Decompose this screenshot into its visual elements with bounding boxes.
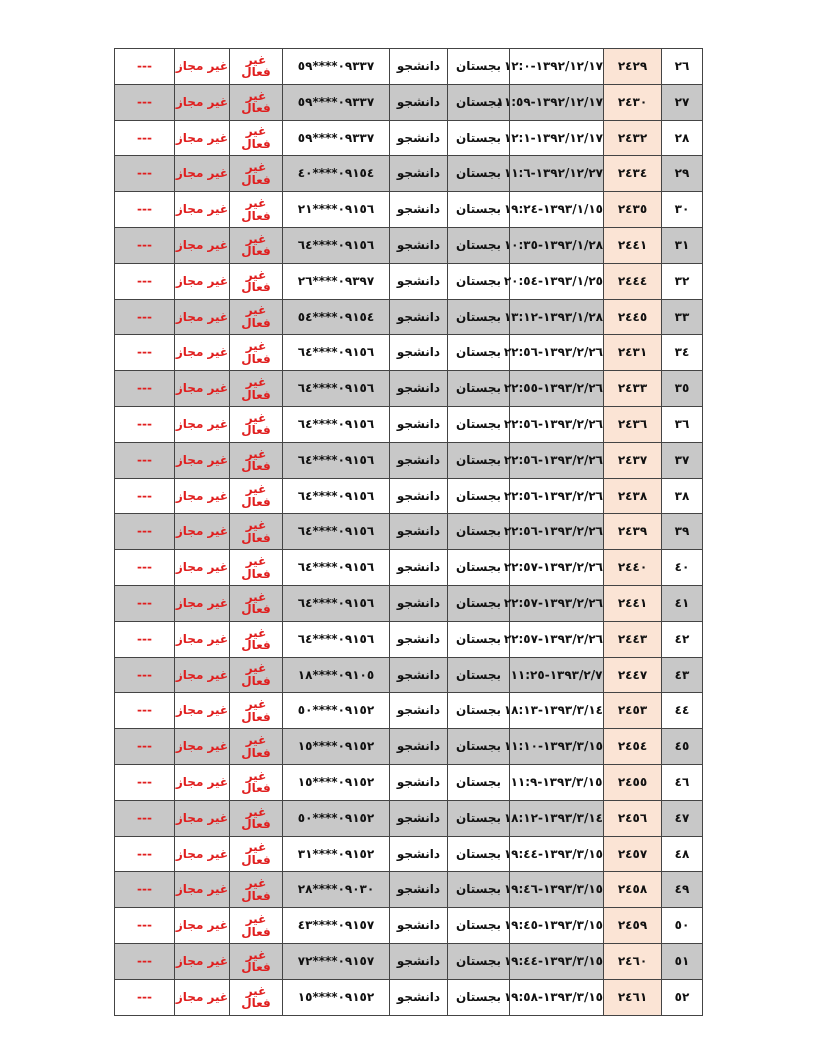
phone-cell: ٠٩١٥٢****٥٠	[283, 800, 390, 836]
phone-cell: ٠٩١٥٦****٦٤	[283, 478, 390, 514]
phone-cell: ٠٩١٥٤****٥٤	[283, 299, 390, 335]
role-cell: دانشجو	[390, 371, 448, 407]
extra-cell: ---	[115, 621, 175, 657]
role-cell: دانشجو	[390, 156, 448, 192]
record-datetime: ١٣٩٣/٢/٢٦-٢٢:٥٧	[510, 550, 604, 586]
table-row	[115, 120, 703, 156]
phone-cell: ٠٩١٠٥****١٨	[283, 657, 390, 693]
role-cell: دانشجو	[390, 406, 448, 442]
permission-cell: غیر مجاز	[175, 49, 230, 85]
record-code: ٢٤٥٣	[604, 693, 662, 729]
permission-cell: غیر مجاز	[175, 156, 230, 192]
table-row	[115, 371, 703, 407]
phone-cell: ٠٩١٥٤****٤٠	[283, 156, 390, 192]
extra-cell: ---	[115, 943, 175, 979]
row-number: ٤١	[662, 585, 703, 621]
status-cell: غیر فعال	[230, 764, 283, 800]
role-cell: دانشجو	[390, 908, 448, 944]
city-cell: بجستان	[448, 729, 510, 765]
extra-cell: ---	[115, 693, 175, 729]
extra-cell: ---	[115, 836, 175, 872]
table-row	[115, 657, 703, 693]
record-code: ٢٤٣٥	[604, 192, 662, 228]
record-code: ٢٤٣٤	[604, 156, 662, 192]
extra-cell: ---	[115, 227, 175, 263]
status-cell: غیر فعال	[230, 872, 283, 908]
record-code: ٢٤٥٦	[604, 800, 662, 836]
row-number: ٤٥	[662, 729, 703, 765]
city-cell: بجستان	[448, 621, 510, 657]
record-code: ٢٤٥٨	[604, 872, 662, 908]
row-number: ٢٩	[662, 156, 703, 192]
record-code: ٢٤٣٣	[604, 371, 662, 407]
row-number: ٥٢	[662, 979, 703, 1015]
table-row	[115, 478, 703, 514]
city-cell: بجستان	[448, 478, 510, 514]
permission-cell: غیر مجاز	[175, 84, 230, 120]
role-cell: دانشجو	[390, 621, 448, 657]
record-datetime: ١٣٩٢/١٢/١٧-١٢:٠	[510, 49, 604, 85]
extra-cell: ---	[115, 442, 175, 478]
role-cell: دانشجو	[390, 943, 448, 979]
city-cell: بجستان	[448, 836, 510, 872]
phone-cell: ٠٩٣٣٧****٥٩	[283, 120, 390, 156]
record-datetime: ١٣٩٣/١/٢٨-١٣:١٢	[510, 299, 604, 335]
record-code: ٢٤٦٠	[604, 943, 662, 979]
role-cell: دانشجو	[390, 764, 448, 800]
city-cell: بجستان	[448, 693, 510, 729]
permission-cell: غیر مجاز	[175, 478, 230, 514]
row-number: ٣٩	[662, 514, 703, 550]
phone-cell: ٠٩٣٣٧****٥٩	[283, 84, 390, 120]
extra-cell: ---	[115, 299, 175, 335]
status-cell: غیر فعال	[230, 84, 283, 120]
record-datetime: ١٣٩٢/١٢/١٧-١١:٥٩	[510, 84, 604, 120]
city-cell: بجستان	[448, 406, 510, 442]
status-cell: غیر فعال	[230, 406, 283, 442]
table-row	[115, 514, 703, 550]
record-datetime: ١٣٩٣/٣/١٥-١٩:٤٥	[510, 908, 604, 944]
table-row	[115, 979, 703, 1015]
permission-cell: غیر مجاز	[175, 872, 230, 908]
table-row	[115, 335, 703, 371]
role-cell: دانشجو	[390, 442, 448, 478]
extra-cell: ---	[115, 263, 175, 299]
role-cell: دانشجو	[390, 729, 448, 765]
permission-cell: غیر مجاز	[175, 335, 230, 371]
record-datetime: ١٣٩٣/٢/٧-١١:٢٥	[510, 657, 604, 693]
role-cell: دانشجو	[390, 657, 448, 693]
record-code: ٢٤٤٣	[604, 621, 662, 657]
table-row	[115, 227, 703, 263]
permission-cell: غیر مجاز	[175, 550, 230, 586]
row-number: ٣٦	[662, 406, 703, 442]
phone-cell: ٠٩٣٩٧****٢٦	[283, 263, 390, 299]
phone-cell: ٠٩١٥٦****٦٤	[283, 406, 390, 442]
phone-cell: ٠٩١٥٦****٦٤	[283, 585, 390, 621]
table-row	[115, 908, 703, 944]
permission-cell: غیر مجاز	[175, 908, 230, 944]
permission-cell: غیر مجاز	[175, 800, 230, 836]
extra-cell: ---	[115, 585, 175, 621]
record-code: ٢٤٤٥	[604, 299, 662, 335]
role-cell: دانشجو	[390, 478, 448, 514]
role-cell: دانشجو	[390, 550, 448, 586]
status-cell: غیر فعال	[230, 156, 283, 192]
row-number: ٤٦	[662, 764, 703, 800]
record-datetime: ١٣٩٣/٣/١٥-١٩:٤٤	[510, 943, 604, 979]
table-row	[115, 621, 703, 657]
extra-cell: ---	[115, 657, 175, 693]
row-number: ٢٦	[662, 49, 703, 85]
record-code: ٢٤٣٧	[604, 442, 662, 478]
record-datetime: ١٣٩٣/١/٢٥-٢٠:٥٤	[510, 263, 604, 299]
permission-cell: غیر مجاز	[175, 729, 230, 765]
status-cell: غیر فعال	[230, 227, 283, 263]
row-number: ٤٩	[662, 872, 703, 908]
phone-cell: ٠٩١٥٦****٢١	[283, 192, 390, 228]
phone-cell: ٠٩١٥٦****٦٤	[283, 514, 390, 550]
table-row	[115, 585, 703, 621]
record-code: ٢٤٣٩	[604, 514, 662, 550]
record-code: ٢٤٤٧	[604, 657, 662, 693]
role-cell: دانشجو	[390, 120, 448, 156]
status-cell: غیر فعال	[230, 800, 283, 836]
row-number: ٣٤	[662, 335, 703, 371]
record-datetime: ١٣٩٣/٢/٢٦-٢٢:٥٧	[510, 585, 604, 621]
record-datetime: ١٣٩٣/٣/١٥-١١:١٠	[510, 729, 604, 765]
phone-cell: ٠٩٠٣٠****٢٨	[283, 872, 390, 908]
table-row	[115, 800, 703, 836]
record-code: ٢٤٣٨	[604, 478, 662, 514]
city-cell: بجستان	[448, 943, 510, 979]
permission-cell: غیر مجاز	[175, 514, 230, 550]
city-cell: بجستان	[448, 120, 510, 156]
city-cell: بجستان	[448, 227, 510, 263]
role-cell: دانشجو	[390, 979, 448, 1015]
row-number: ٤٢	[662, 621, 703, 657]
record-datetime: ١٣٩٣/٣/١٤-١٨:١٣	[510, 693, 604, 729]
table-row	[115, 872, 703, 908]
row-number: ٣٥	[662, 371, 703, 407]
row-number: ٣٠	[662, 192, 703, 228]
extra-cell: ---	[115, 800, 175, 836]
status-cell: غیر فعال	[230, 693, 283, 729]
role-cell: دانشجو	[390, 227, 448, 263]
record-datetime: ١٣٩٢/١٢/١٧-١٢:١	[510, 120, 604, 156]
status-cell: غیر فعال	[230, 263, 283, 299]
extra-cell: ---	[115, 478, 175, 514]
status-cell: غیر فعال	[230, 657, 283, 693]
phone-cell: ٠٩١٥٦****٦٤	[283, 550, 390, 586]
phone-cell: ٠٩٣٣٧****٥٩	[283, 49, 390, 85]
extra-cell: ---	[115, 120, 175, 156]
permission-cell: غیر مجاز	[175, 764, 230, 800]
table-row	[115, 192, 703, 228]
row-number: ٤٠	[662, 550, 703, 586]
table-row	[115, 729, 703, 765]
records-table	[114, 48, 703, 1016]
extra-cell: ---	[115, 872, 175, 908]
record-datetime: ١٣٩٣/٣/١٥-١٩:٤٦	[510, 872, 604, 908]
status-cell: غیر فعال	[230, 836, 283, 872]
record-code: ٢٤٤١	[604, 227, 662, 263]
table-row	[115, 49, 703, 85]
table-row	[115, 693, 703, 729]
record-datetime: ١٣٩٣/٢/٢٦-٢٢:٥٦	[510, 442, 604, 478]
phone-cell: ٠٩١٥٢****١٥	[283, 764, 390, 800]
table-row	[115, 943, 703, 979]
phone-cell: ٠٩١٥٢****٣١	[283, 836, 390, 872]
permission-cell: غیر مجاز	[175, 943, 230, 979]
role-cell: دانشجو	[390, 585, 448, 621]
row-number: ٥١	[662, 943, 703, 979]
record-code: ٢٤٢٩	[604, 49, 662, 85]
table-row	[115, 84, 703, 120]
role-cell: دانشجو	[390, 299, 448, 335]
table-row	[115, 156, 703, 192]
permission-cell: غیر مجاز	[175, 442, 230, 478]
role-cell: دانشجو	[390, 800, 448, 836]
city-cell: بجستان	[448, 979, 510, 1015]
extra-cell: ---	[115, 406, 175, 442]
extra-cell: ---	[115, 192, 175, 228]
record-datetime: ١٣٩٣/٣/١٥-١٩:٤٤	[510, 836, 604, 872]
city-cell: بجستان	[448, 908, 510, 944]
status-cell: غیر فعال	[230, 442, 283, 478]
city-cell: بجستان	[448, 550, 510, 586]
extra-cell: ---	[115, 371, 175, 407]
status-cell: غیر فعال	[230, 335, 283, 371]
record-datetime: ١٣٩٣/١/٢٨-١٠:٣٥	[510, 227, 604, 263]
table-row	[115, 550, 703, 586]
phone-cell: ٠٩١٥٢****١٥	[283, 979, 390, 1015]
record-code: ٢٤٦١	[604, 979, 662, 1015]
permission-cell: غیر مجاز	[175, 585, 230, 621]
row-number: ٢٨	[662, 120, 703, 156]
city-cell: بجستان	[448, 514, 510, 550]
city-cell: بجستان	[448, 192, 510, 228]
table-row	[115, 406, 703, 442]
record-datetime: ١٣٩٣/٢/٢٦-٢٢:٥٦	[510, 335, 604, 371]
role-cell: دانشجو	[390, 192, 448, 228]
record-code: ٢٤٥٩	[604, 908, 662, 944]
table-row	[115, 442, 703, 478]
row-number: ٤٧	[662, 800, 703, 836]
status-cell: غیر فعال	[230, 120, 283, 156]
row-number: ٢٧	[662, 84, 703, 120]
city-cell: بجستان	[448, 371, 510, 407]
extra-cell: ---	[115, 156, 175, 192]
extra-cell: ---	[115, 335, 175, 371]
status-cell: غیر فعال	[230, 299, 283, 335]
extra-cell: ---	[115, 729, 175, 765]
record-code: ٢٤٣١	[604, 335, 662, 371]
permission-cell: غیر مجاز	[175, 657, 230, 693]
row-number: ٣٨	[662, 478, 703, 514]
record-datetime: ١٣٩٣/٢/٢٦-٢٢:٥٧	[510, 621, 604, 657]
row-number: ٤٣	[662, 657, 703, 693]
status-cell: غیر فعال	[230, 943, 283, 979]
role-cell: دانشجو	[390, 263, 448, 299]
status-cell: غیر فعال	[230, 371, 283, 407]
phone-cell: ٠٩١٥٦****٦٤	[283, 621, 390, 657]
permission-cell: غیر مجاز	[175, 836, 230, 872]
status-cell: غیر فعال	[230, 621, 283, 657]
status-cell: غیر فعال	[230, 979, 283, 1015]
record-datetime: ١٣٩٣/٣/١٥-١١:٩	[510, 764, 604, 800]
extra-cell: ---	[115, 49, 175, 85]
city-cell: بجستان	[448, 263, 510, 299]
phone-cell: ٠٩١٥٦****٦٤	[283, 335, 390, 371]
permission-cell: غیر مجاز	[175, 227, 230, 263]
extra-cell: ---	[115, 550, 175, 586]
permission-cell: غیر مجاز	[175, 299, 230, 335]
record-code: ٢٤٥٤	[604, 729, 662, 765]
city-cell: بجستان	[448, 585, 510, 621]
extra-cell: ---	[115, 514, 175, 550]
phone-cell: ٠٩١٥٦****٦٤	[283, 227, 390, 263]
permission-cell: غیر مجاز	[175, 979, 230, 1015]
role-cell: دانشجو	[390, 514, 448, 550]
record-datetime: ١٣٩٣/٢/٢٦-٢٢:٥٦	[510, 406, 604, 442]
record-code: ٢٤٤١	[604, 585, 662, 621]
row-number: ٥٠	[662, 908, 703, 944]
role-cell: دانشجو	[390, 836, 448, 872]
extra-cell: ---	[115, 908, 175, 944]
role-cell: دانشجو	[390, 872, 448, 908]
city-cell: بجستان	[448, 156, 510, 192]
role-cell: دانشجو	[390, 693, 448, 729]
status-cell: غیر فعال	[230, 49, 283, 85]
phone-cell: ٠٩١٥٦****٦٤	[283, 442, 390, 478]
city-cell: بجستان	[448, 299, 510, 335]
row-number: ٣٣	[662, 299, 703, 335]
role-cell: دانشجو	[390, 84, 448, 120]
status-cell: غیر فعال	[230, 550, 283, 586]
extra-cell: ---	[115, 84, 175, 120]
row-number: ٣١	[662, 227, 703, 263]
permission-cell: غیر مجاز	[175, 693, 230, 729]
record-datetime: ١٣٩٣/٢/٢٦-٢٢:٥٦	[510, 514, 604, 550]
city-cell: بجستان	[448, 764, 510, 800]
record-code: ٢٤٥٧	[604, 836, 662, 872]
phone-cell: ٠٩١٥٧****٤٣	[283, 908, 390, 944]
record-code: ٢٤٣٠	[604, 84, 662, 120]
table-row	[115, 764, 703, 800]
record-datetime: ١٣٩٢/١٢/٢٧-١١:٦	[510, 156, 604, 192]
table-row	[115, 836, 703, 872]
city-cell: بجستان	[448, 872, 510, 908]
record-code: ٢٤٤٠	[604, 550, 662, 586]
record-datetime: ١٣٩٣/٢/٢٦-٢٢:٥٥	[510, 371, 604, 407]
record-code: ٢٤٣٦	[604, 406, 662, 442]
city-cell: بجستان	[448, 442, 510, 478]
extra-cell: ---	[115, 764, 175, 800]
status-cell: غیر فعال	[230, 585, 283, 621]
status-cell: غیر فعال	[230, 908, 283, 944]
permission-cell: غیر مجاز	[175, 621, 230, 657]
phone-cell: ٠٩١٥٧****٧٢	[283, 943, 390, 979]
row-number: ٣٧	[662, 442, 703, 478]
status-cell: غیر فعال	[230, 514, 283, 550]
row-number: ٤٤	[662, 693, 703, 729]
record-datetime: ١٣٩٣/٣/١٤-١٨:١٢	[510, 800, 604, 836]
phone-cell: ٠٩١٥٦****٦٤	[283, 371, 390, 407]
record-datetime: ١٣٩٣/١/١٥-١٩:٢٤	[510, 192, 604, 228]
row-number: ٤٨	[662, 836, 703, 872]
city-cell: بجستان	[448, 84, 510, 120]
phone-cell: ٠٩١٥٢****٥٠	[283, 693, 390, 729]
permission-cell: غیر مجاز	[175, 192, 230, 228]
record-code: ٢٤٥٥	[604, 764, 662, 800]
record-datetime: ١٣٩٣/٣/١٥-١٩:٥٨	[510, 979, 604, 1015]
row-number: ٣٢	[662, 263, 703, 299]
table-row	[115, 263, 703, 299]
role-cell: دانشجو	[390, 49, 448, 85]
permission-cell: غیر مجاز	[175, 120, 230, 156]
record-datetime: ١٣٩٣/٢/٢٦-٢٢:٥٦	[510, 478, 604, 514]
city-cell: بجستان	[448, 49, 510, 85]
permission-cell: غیر مجاز	[175, 371, 230, 407]
permission-cell: غیر مجاز	[175, 263, 230, 299]
table-row	[115, 299, 703, 335]
role-cell: دانشجو	[390, 335, 448, 371]
city-cell: بجستان	[448, 800, 510, 836]
extra-cell: ---	[115, 979, 175, 1015]
record-code: ٢٤٤٤	[604, 263, 662, 299]
phone-cell: ٠٩١٥٢****١٥	[283, 729, 390, 765]
city-cell: بجستان	[448, 335, 510, 371]
status-cell: غیر فعال	[230, 729, 283, 765]
status-cell: غیر فعال	[230, 478, 283, 514]
city-cell: بجستان	[448, 657, 510, 693]
status-cell: غیر فعال	[230, 192, 283, 228]
permission-cell: غیر مجاز	[175, 406, 230, 442]
record-code: ٢٤٣٢	[604, 120, 662, 156]
